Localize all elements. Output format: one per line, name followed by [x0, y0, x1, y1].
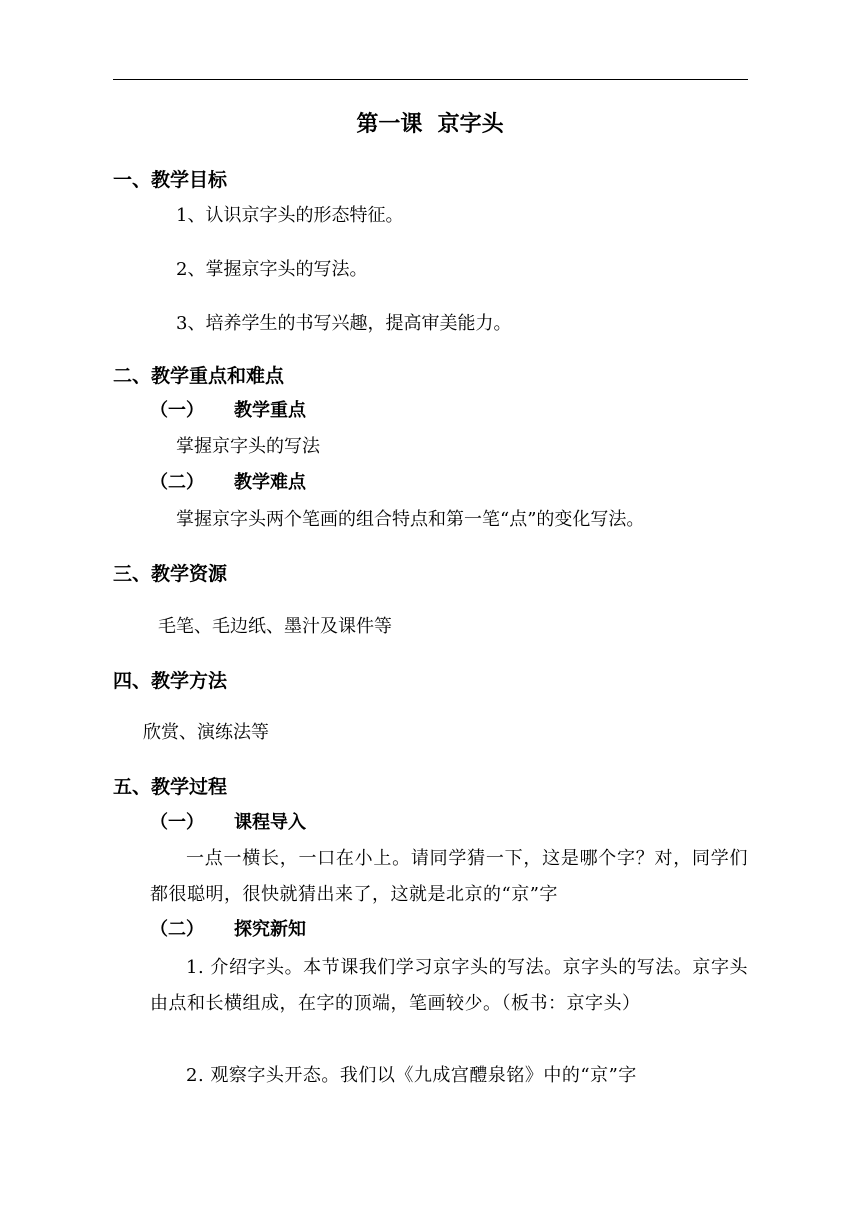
new-knowledge-paragraph: 2. 观察字头开态。我们以《九成宫醴泉铭》中的“京”字 — [186, 1065, 637, 1086]
subheading-label: 探究新知 — [234, 919, 306, 940]
page-title: 第一课 京字头 — [356, 112, 504, 137]
subheading-new-knowledge — [150, 917, 306, 943]
introduction-paragraph: 一点一横长，一口在小上。请同学猜一下，这是哪个字？对，同学们都很聪明，很快就猜出来了，这就是北京的“京”字 — [150, 848, 748, 905]
subheading-difficulty — [150, 470, 306, 496]
subheading-number: （二） — [150, 472, 204, 493]
subheading-number: （一） — [150, 400, 204, 421]
subheading-label: 教学难点 — [234, 472, 306, 493]
header-rule — [113, 79, 748, 80]
resources-text: 毛笔、毛边纸、墨汁及课件等 — [158, 616, 392, 637]
section-heading-objectives: 一、教学目标 — [113, 169, 228, 191]
subheading-introduction — [150, 810, 306, 836]
objective-item: 1、认识京字头的形态特征。 — [176, 205, 404, 226]
section-heading-process: 五、教学过程 — [113, 776, 228, 798]
section-heading-methods: 四、教学方法 — [113, 670, 228, 692]
objective-item: 2、掌握京字头的写法。 — [176, 259, 368, 280]
key-point-text: 掌握京字头的写法 — [176, 436, 320, 457]
subheading-label: 教学重点 — [234, 400, 306, 421]
difficulty-text: 掌握京字头两个笔画的组合特点和第一笔“点”的变化写法。 — [176, 509, 645, 530]
new-knowledge-paragraph: 1. 介绍字头。本节课我们学习京字头的写法。京字头的写法。京字头由点和长横组成，在字的顶端，笔画较少。（板书：京字头） — [150, 957, 748, 1014]
subheading-label: 课程导入 — [234, 812, 306, 833]
section-heading-key-points: 二、教学重点和难点 — [113, 365, 285, 387]
subheading-number: （二） — [150, 919, 204, 940]
subheading-key-point — [150, 398, 306, 424]
subheading-number: （一） — [150, 812, 204, 833]
methods-text: 欣赏、演练法等 — [143, 722, 269, 743]
objective-item: 3、培养学生的书写兴趣，提高审美能力。 — [176, 313, 512, 334]
section-heading-resources: 三、教学资源 — [113, 563, 228, 585]
